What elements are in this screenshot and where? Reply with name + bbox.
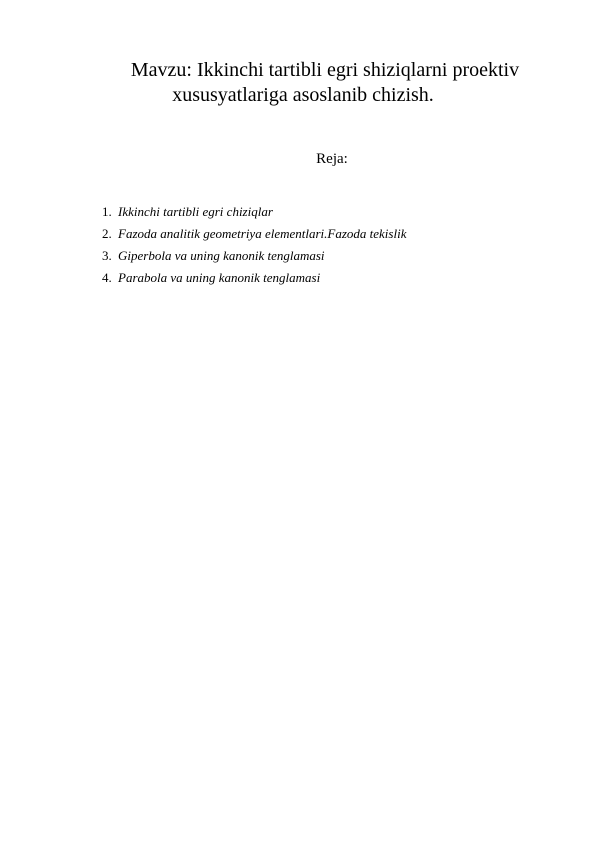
list-item (102, 201, 406, 223)
list-item-text: Giperbola va uning kanonik tenglamasi (118, 248, 325, 263)
list-item (102, 223, 406, 245)
document-title (60, 58, 580, 108)
list-item-number: 1. (102, 204, 112, 219)
plan-list (102, 201, 406, 289)
list-item-number: 2. (102, 226, 112, 241)
list-item-text: Fazoda analitik geometriya elementlari.Fazoda tekislik (118, 226, 407, 241)
list-item-number: 4. (102, 270, 112, 285)
list-item-text: Ikkinchi tartibli egri chiziqlar (118, 204, 273, 219)
list-item (102, 245, 406, 267)
list-item (102, 267, 406, 289)
list-item-text: Parabola va uning kanonik tenglamasi (118, 270, 321, 285)
title-line-1: Mavzu: Ikkinchi tartibli egri shiziqlarni proektiv (130, 59, 520, 81)
title-line-2: xususyatlariga asoslanib chizish. (172, 84, 434, 106)
list-item-number: 3. (102, 248, 112, 263)
plan-heading: Reja: (316, 151, 348, 167)
